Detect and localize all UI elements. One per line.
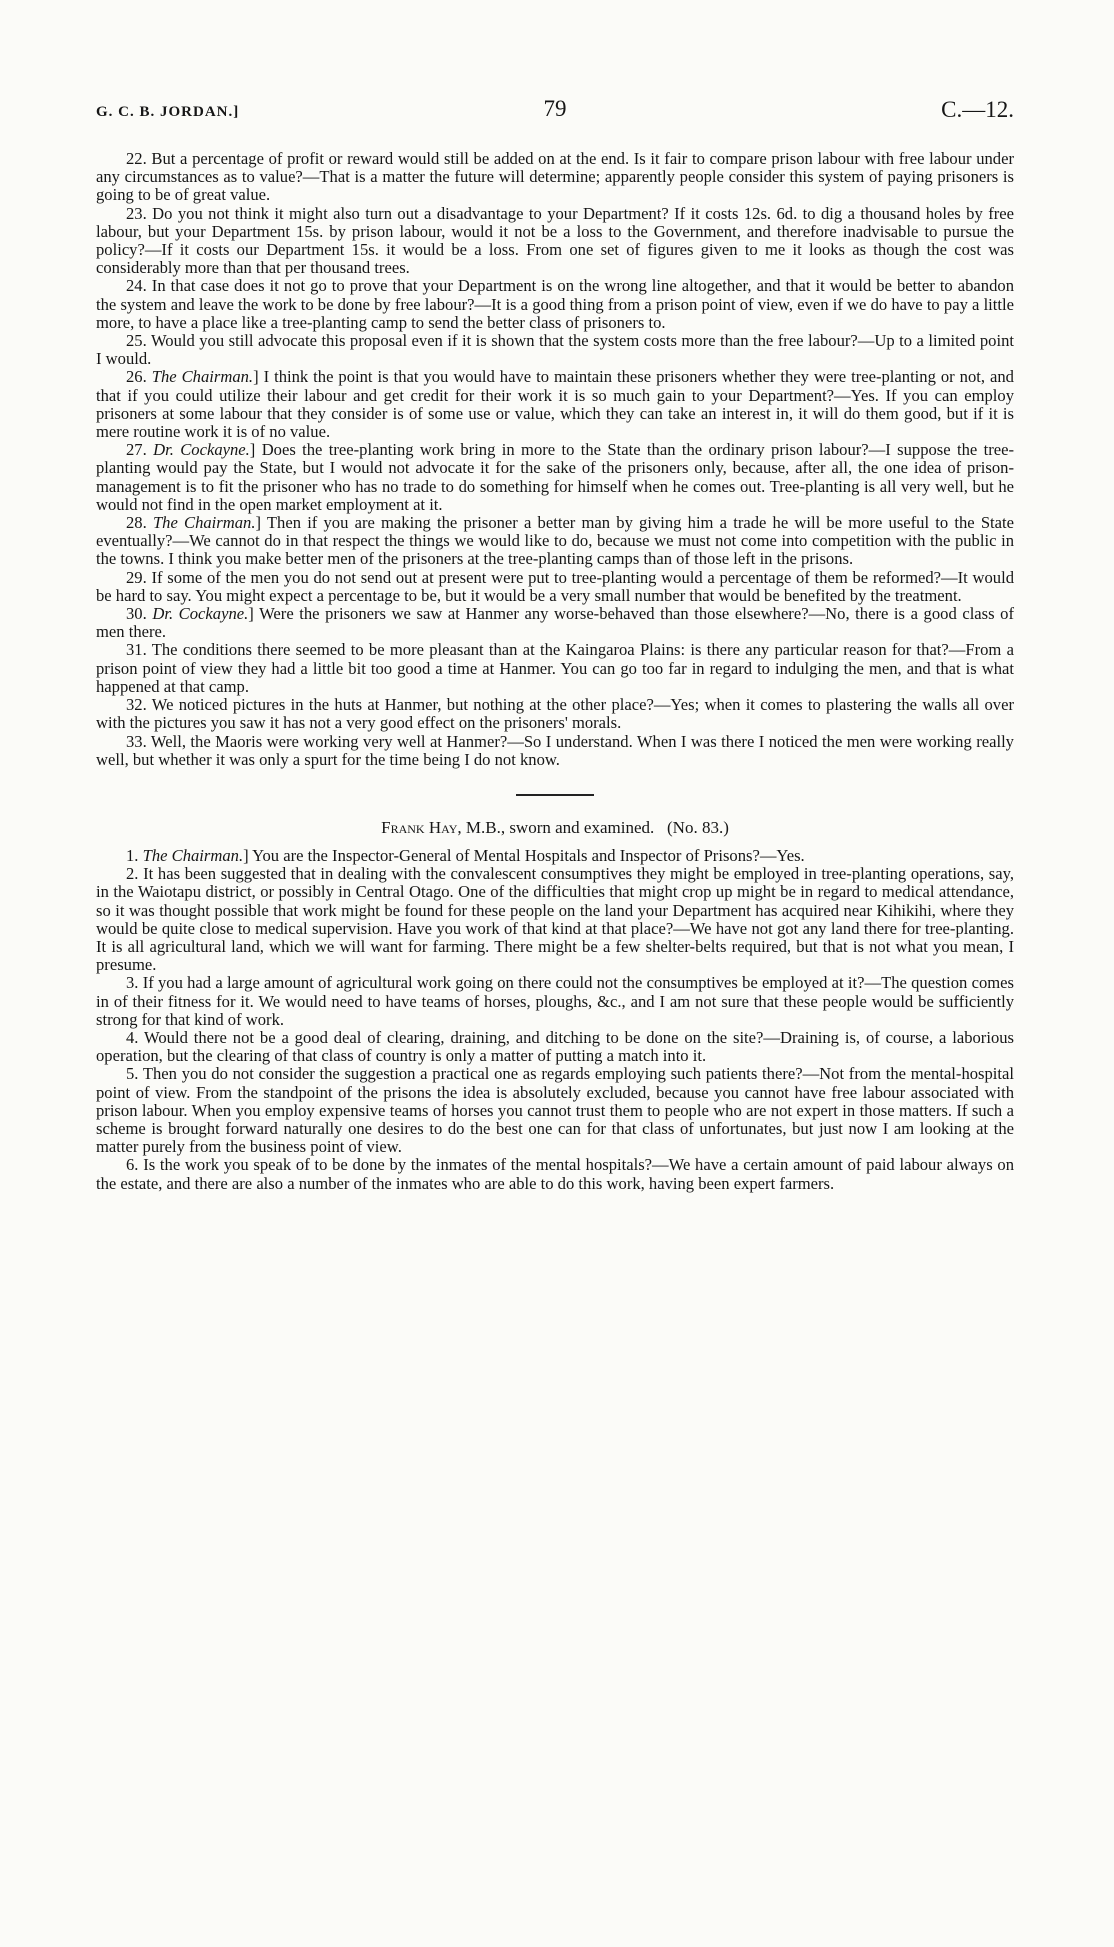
witness-name: Frank Hay: [381, 817, 458, 837]
question-text: Would you still advocate this proposal even if it is shown that the system costs more than the free labour?—Up to a limited point I would.: [96, 331, 1014, 369]
question-number: 26.: [126, 367, 147, 387]
question-number: 32.: [126, 695, 147, 715]
question-number: 23.: [126, 203, 147, 223]
speaker-name: Dr. Cockayne.: [152, 604, 249, 624]
section-divider: [516, 794, 594, 796]
page-header: [96, 96, 1014, 132]
question-text: If some of the men you do not send out at present were put to tree-planting would a percentage of them be reformed?—It would be hard to say. You might expect a percentage to be, but it would be a very small number that would be benefited by the treatment.: [96, 567, 1014, 605]
question-number: 29.: [126, 567, 147, 587]
question-paragraph: [96, 696, 1014, 732]
question-paragraph: 26. The Chairman.] I think the point is that you would have to maintain these prisoners whether they were tree-planting or not, and that if you could utilize their labour and get credit for their work it is so much gain to your Department?—Yes. If you can employ prisoners at some labour that they consider is of some use or value, which they can take an interest in, it will do them good, but if it is mere routine work it is of no value.: [96, 367, 1014, 442]
evidence-section-hay: [96, 847, 1014, 1193]
question-text: You are the Inspector-General of Mental Hospitals and Inspector of Prisons?—Yes.: [252, 845, 805, 865]
question-number: 5.: [126, 1064, 139, 1084]
question-paragraph: [96, 1065, 1014, 1156]
question-number: 24.: [126, 276, 147, 296]
question-text: But a percentage of profit or reward would still be added on at the end. Is it fair to compare prison labour with free labour under any circumstances as to value?—That is a matter the future will determine; apparently people consider this system of paying prisoners is going to be of great value.: [96, 149, 1014, 205]
witness-number: (No. 83.): [667, 817, 729, 837]
question-text: Were the prisoners we saw at Hanmer any worse-behaved than those elsewhere?—No, there is a good class of men there.: [96, 604, 1015, 642]
question-number: 22.: [126, 149, 147, 168]
question-number: 1.: [126, 845, 139, 865]
question-number: 31.: [126, 640, 147, 660]
question-paragraph: 28. The Chairman.] Then if you are making the prisoner a better man by giving him a trade he will be more useful to the State eventually?—We cannot do in that respect the things we would like to do, because we must not come into competition with the public in the towns. I think you make better men of the prisoners at the tree-planting camps than of those left in the prisons.: [96, 513, 1015, 569]
question-paragraph: [96, 974, 1014, 1029]
question-number: 30.: [126, 604, 147, 624]
evidence-section-jordan: [96, 150, 1014, 769]
question-paragraph: [96, 150, 1014, 205]
question-text: It has been suggested that in dealing with the convalescent consumptives they might be employed in tree-planting operations, say, in the Waiotapu district, or possibly in Central Otago. One of the difficulties that might crop up might be in regard to medical attendance, so it was thought possible that work might be found for these people on the land your Department has acquired near Kihikihi, where they would be quite close to medical supervision. Have you work of that kind at that place?—We have not got any land there for tree-planting. It is all agricultural land, which we will want for farming. There might be a few shelter-belts required, but that is not what you mean, I presume.: [96, 864, 1014, 975]
question-paragraph: [96, 865, 1014, 974]
speaker-name: The Chairman.: [142, 845, 244, 865]
speaker-name: The Chairman.: [151, 367, 254, 387]
question-paragraph: [96, 332, 1014, 368]
question-number: 2.: [126, 864, 139, 884]
document-reference: C.—12.: [941, 97, 1014, 122]
question-number: 33.: [126, 731, 147, 751]
question-paragraph: [96, 569, 1014, 605]
question-text: The conditions there seemed to be more pleasant than at the Kaingaroa Plains: is there any particular reason for that?—From a prison point of view they had a little bit too good a time at Hanmer. You can go too far in regard to indulging the men, and that is what happened at that camp.: [96, 640, 1014, 696]
question-paragraph: [96, 1029, 1014, 1065]
question-text: In that case does it not go to prove that your Department is on the wrong line altogether, and that it would be better to abandon the system and leave the work to be done by free labour?—It is a good thing from a prison point of view, even if we do have to pay a little more, to have a place like a tree-planting camp to send the better class of prisoners to.: [96, 276, 1014, 332]
question-text: Is the work you speak of to be done by the inmates of the mental hospitals?—We have a certain amount of paid labour always on the estate, and there are also a number of the inmates who are able to do this work, having been expert farmers.: [96, 1155, 1015, 1193]
header-witness-name: G. C. B. JORDAN.]: [96, 104, 240, 120]
question-number: 3.: [126, 973, 139, 993]
question-text: We noticed pictures in the huts at Hanmer, but nothing at the other place?—Yes; when it comes to plastering the walls all over with the pictures you saw it has not a very good effect on the prisoners' morals.: [96, 695, 1014, 733]
speaker-name: Dr. Cockayne.: [153, 440, 250, 460]
witness-description: , M.B., sworn and examined.: [457, 817, 655, 837]
question-text: Would there not be a good deal of clearing, draining, and ditching to be done on the site?—Draining is, of course, a laborious operation, but the clearing of that class of country is only a matter of putting a match into it.: [96, 1027, 1014, 1066]
witness-heading: [96, 818, 1014, 838]
question-paragraph: [96, 641, 1014, 696]
speaker-name: The Chairman.: [152, 513, 256, 533]
question-text: Then you do not consider the suggestion a practical one as regards employing such patients there?—Not from the mental-hospital point of view. From the standpoint of the prisons the idea is absolutely excluded, because you cannot have free labour associated with prison labour. When you employ expensive teams of horses you cannot trust them to people who are not expert in those matters. If such a scheme is brought forward naturally one desires to do the best one can for that class of unfortunates, but just now I am looking at the matter purely from the business point of view.: [96, 1064, 1014, 1157]
page-number: 79: [543, 96, 567, 121]
question-paragraph: [96, 277, 1014, 332]
question-text: If you had a large amount of agricultural work going on there could not the consumptives be employed at it?—The question comes in of their fitness for it. We would need to have teams of horses, ploughs, &c., and I am not sure that these people would be sufficiently strong for that kind of work.: [96, 973, 1014, 1029]
question-paragraph: 1. The Chairman.] You are the Inspector-General of Mental Hospitals and Inspector of Prisons?—Yes.: [126, 845, 805, 865]
question-number: 25.: [126, 331, 147, 351]
question-text: Then if you are making the prisoner a better man by giving him a trade he will be more useful to the State eventually?—We cannot do in that respect the things we would like to do, because we must not come into competition with the public in the towns. I think you make better men of the prisoners at the tree-planting camps than of those left in the prisons.: [96, 513, 1015, 569]
question-paragraph: 27. Dr. Cockayne.] Does the tree-planting work bring in more to the State than the ordinary prison labour?—I suppose the tree-planting would pay the State, but I would not advocate it for the sake of the prisoners only, because, after all, the one idea of prison-management is to fit the prisoner who has no trade to do something for himself when he comes out. Tree-planting is all very well, but he would not find in the open market employment at it.: [96, 440, 1014, 514]
question-paragraph: 30. Dr. Cockayne.] Were the prisoners we saw at Hanmer any worse-behaved than those elsewhere?—No, there is a good class of men there.: [96, 604, 1015, 642]
question-text: I think the point is that you would have to maintain these prisoners whether they were tree-planting or not, and that if you could utilize their labour and get credit for their work it is so much gain to your Department?—Yes. If you can employ prisoners at some labour that they consider is of some use or value, which they can take an interest in, it will do them good, but if it is mere routine work it is of no value.: [96, 367, 1014, 442]
question-paragraph: [96, 205, 1014, 278]
question-paragraph: [96, 1156, 1014, 1192]
question-number: 27.: [126, 440, 147, 460]
question-text: Well, the Maoris were working very well at Hanmer?—So I understand. When I was there I noticed the men were working really well, but whether it was only a spurt for the time being I do not know.: [96, 731, 1014, 769]
question-number: 6.: [126, 1155, 139, 1175]
question-text: Do you not think it might also turn out a disadvantage to your Department? If it costs 12s. 6d. to dig a thousand holes by free labour, but your Department 15s. by prison labour, would it not be a loss to the Government, and therefore inadvisable to pursue the policy?—If it costs our Department 15s. it would be a loss. From one set of figures given to me it looks as though the cost was considerably more than that per thousand trees.: [96, 203, 1014, 278]
question-number: 28.: [126, 513, 147, 533]
question-number: 4.: [126, 1027, 139, 1047]
question-text: Does the tree-planting work bring in more to the State than the ordinary prison labour?—I suppose the tree-planting would pay the State, but I would not advocate it for the sake of the prisoners only, because, after all, the one idea of prison-management is to fit the prisoner who has no trade to do something for himself when he comes out. Tree-planting is all very well, but he would not find in the open market employment at it.: [96, 440, 1014, 514]
question-paragraph: [96, 733, 1014, 769]
